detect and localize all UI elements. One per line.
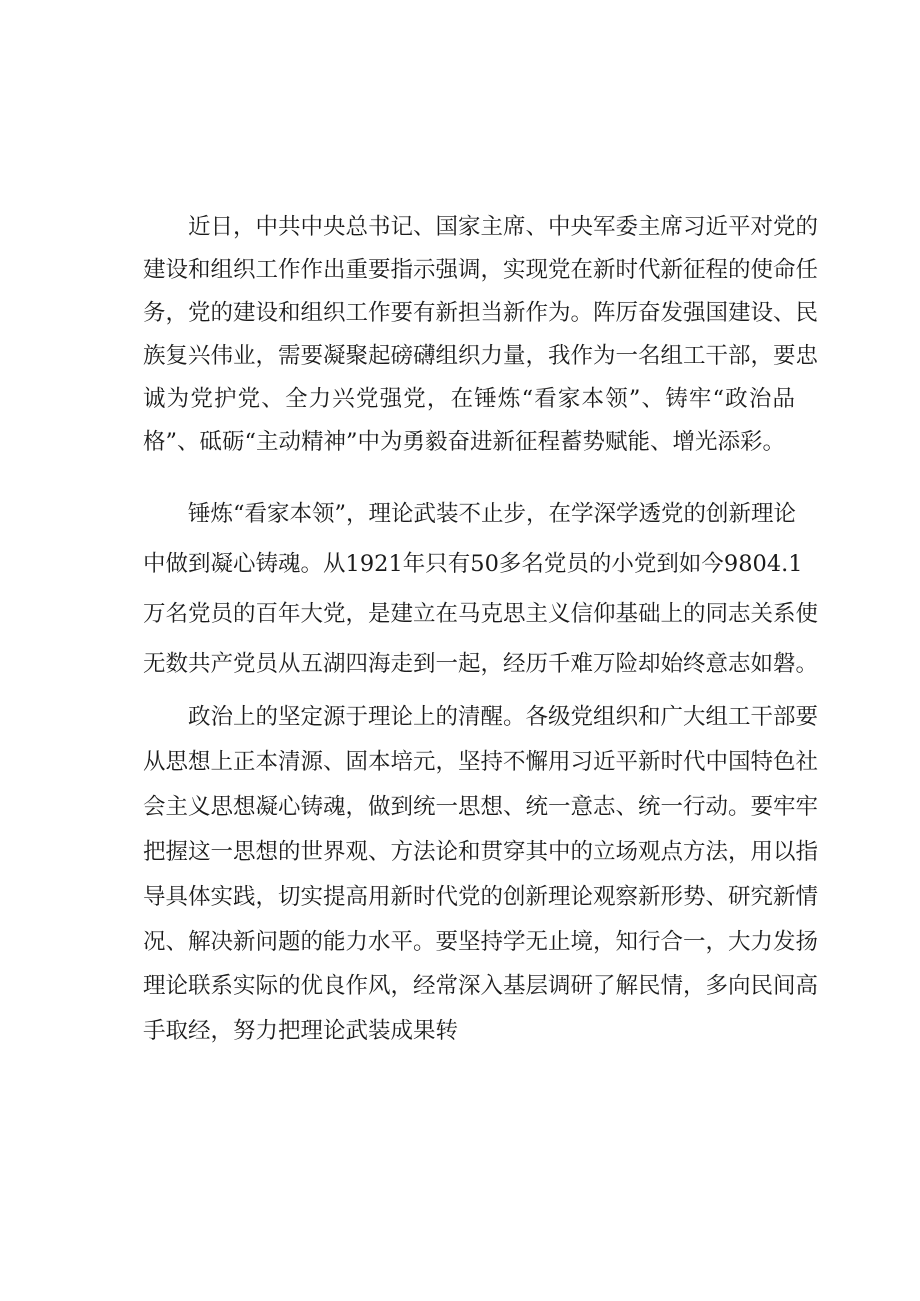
paragraph-2-line-2: 中做到凝心铸魂。从1921年只有50多名党员的小党到如今9804.1 — [143, 551, 803, 577]
paragraph-3-line-2: 从思想上正本清源、固本培元，坚持不懈用习近平新时代中国特色社 — [143, 749, 819, 775]
paragraph-2-line-3: 万名党员的百年大党，是建立在马克思主义信仰基础上的同志关系使 — [143, 601, 819, 627]
paragraph-1-line-5: 诚为党护党、全力兴党强党，在锤炼“看家本领”、铸牢“政治品 — [143, 386, 795, 412]
paragraph-3-line-4: 把握这一思想的世界观、方法论和贯穿其中的立场观点方法，用以指 — [143, 839, 819, 865]
paragraph-1-line-3: 务，党的建设和组织工作要有新担当新作为。阵厉奋发强国建设、民 — [143, 300, 819, 326]
paragraph-3-line-8: 手取经，努力把理论武装成果转 — [143, 1018, 459, 1044]
paragraph-3-line-6: 况、解决新问题的能力水平。要坚持学无止境，知行合一，大力发扬 — [143, 929, 819, 955]
paragraph-2-line-1: 锤炼“看家本领”，理论武装不止步，在学深学透党的创新理论 — [188, 501, 797, 527]
paragraph-2-line-4: 无数共产党员从五湖四海走到一起，经历千难万险却始终意志如磐。 — [143, 651, 819, 677]
paragraph-1-line-2: 建设和组织工作作出重要指示强调，实现党在新时代新征程的使命任 — [143, 257, 819, 283]
paragraph-3-line-7: 理论联系实际的优良作风，经常深入基层调研了解民情，多向民间高 — [143, 973, 819, 999]
paragraph-1-line-1: 近日，中共中央总书记、国家主席、中央军委主席习近平对党的 — [188, 214, 819, 240]
paragraph-3-line-1: 政治上的坚定源于理论上的清醒。各级党组织和广大组工干部要 — [188, 704, 819, 730]
paragraph-1-line-4: 族复兴伟业，需要凝聚起磅礴组织力量，我作为一名组工干部，要忠 — [143, 343, 819, 369]
paragraph-3-line-3: 会主义思想凝心铸魂，做到统一思想、统一意志、统一行动。要牢牢 — [143, 794, 819, 820]
paragraph-1-line-6: 格”、砥砺“主动精神”中为勇毅奋进新征程蓄势赋能、增光添彩。 — [143, 429, 786, 455]
paragraph-3-line-5: 导具体实践，切实提高用新时代党的创新理论观察新形势、研究新情 — [143, 884, 819, 910]
